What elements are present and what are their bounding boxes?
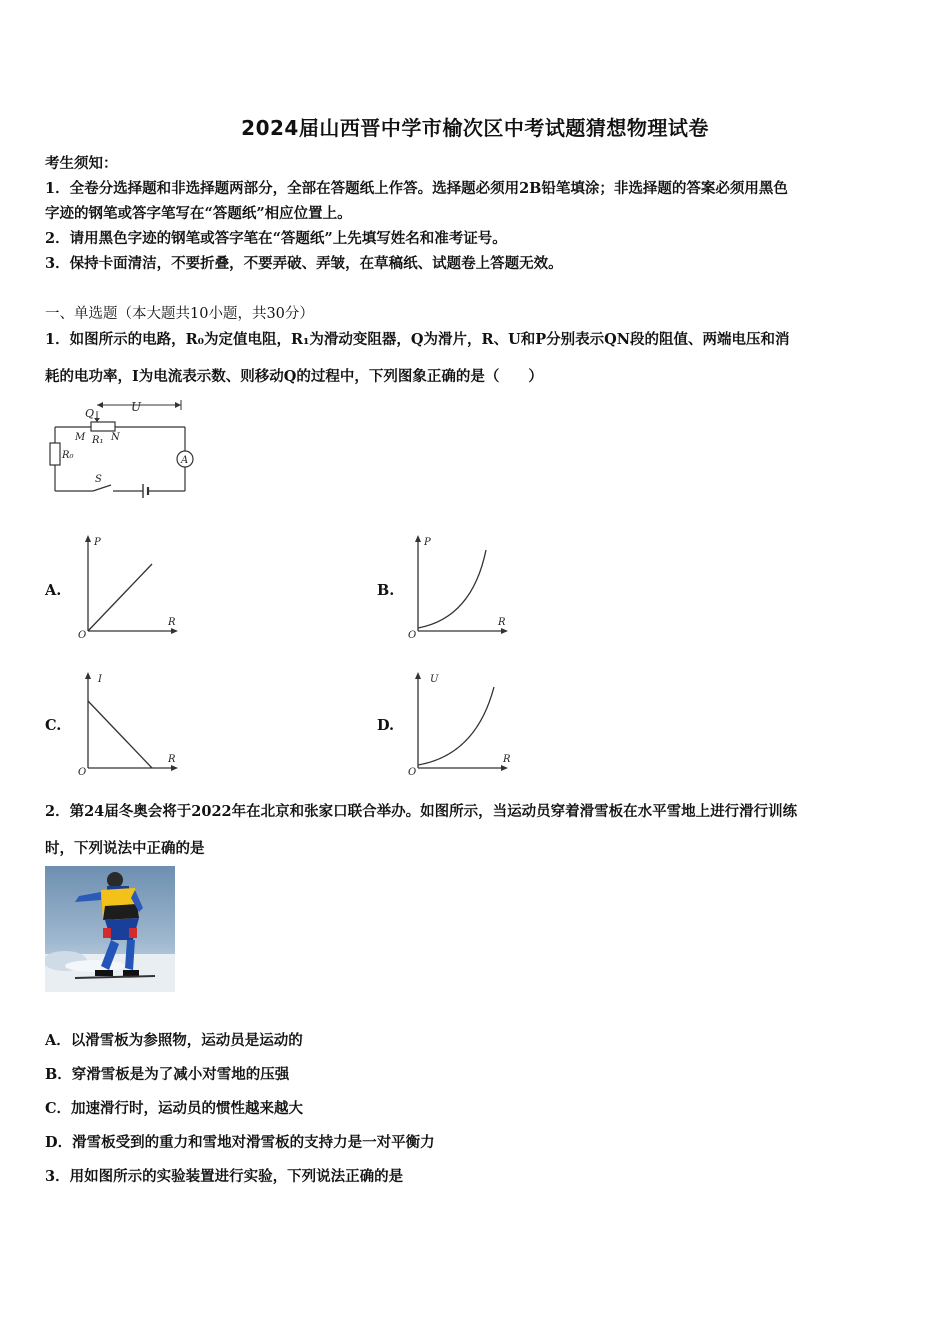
notice-item: 3．保持卡面清洁，不要折叠，不要弄破、弄皱，在草稿纸、试题卷上答题无效。 [45,255,563,272]
snowboarder-photo [45,866,175,992]
label-s: S [95,474,102,485]
origin-label: O [78,630,87,641]
question-2-text-cont: 时，下列说法中正确的是 [45,840,205,857]
graph-curve [88,701,152,768]
origin-label: O [408,630,417,641]
option-c-label: C. [45,717,62,734]
x-axis-label: R [168,617,176,628]
question-1-text-cont: 耗的电功率，I为电流表示数、则移动Q的过程中，下列图象正确的是（ ） [45,368,543,385]
option-d-label: D. [377,717,395,734]
resistor-r0 [50,443,60,465]
graph-option-a [70,528,185,643]
question-2-option-c: C．加速滑行时，运动员的惯性越来越大 [45,1100,304,1117]
section-heading: 一、单选题（本大题共10小题，共30分） [45,306,314,322]
label-m: M [75,432,86,443]
option-a-label: A. [45,582,62,599]
graph-curve [88,564,152,631]
graph-option-b [400,528,515,643]
y-axis-label: U [430,674,439,685]
notice-item: 字迹的钢笔或答字笔写在“答题纸”相应位置上。 [45,205,352,222]
question-2-option-b: B．穿滑雪板是为了减小对雪地的压强 [45,1066,290,1083]
graph-option-c [70,665,185,780]
y-axis-label: I [98,674,102,685]
rheostat-r1 [91,422,115,431]
y-axis-label: P [94,537,101,548]
y-axis-label: P [424,537,431,548]
label-n: N [111,432,120,443]
x-axis-label: R [168,754,176,765]
graph-option-d [400,665,515,780]
page-title: 2024届山西晋中学市榆次区中考试题猜想物理试卷 [241,116,709,140]
x-axis-label: R [503,754,511,765]
label-a: A [181,455,189,466]
label-r0: R₀ [62,450,74,461]
circuit-diagram [45,395,200,505]
question-1-text: 1．如图所示的电路，R₀为定值电阻，R₁为滑动变阻器，Q为滑片，R、U和P分别表示QN段的阻值、两端电压和消 [45,331,790,348]
question-2-text: 2．第24届冬奥会将于2022年在北京和张家口联合举办。如图所示，当运动员穿着滑雪板在水平雪地上进行滑行训练 [45,803,798,820]
label-u: U [131,400,142,414]
graph-curve [418,550,486,628]
notice-item: 2．请用黑色字迹的钢笔或答字笔在“答题纸”上先填写姓名和准考证号。 [45,230,507,247]
option-b-label: B. [377,582,395,599]
question-2-option-a: A．以滑雪板为参照物，运动员是运动的 [45,1032,303,1049]
origin-label: O [78,767,87,778]
origin-label: O [408,767,417,778]
question-3-text: 3．用如图所示的实验装置进行实验，下列说法正确的是 [45,1168,404,1185]
label-r1: R₁ [92,435,104,446]
label-q: Q [85,407,95,420]
notice-heading: 考生须知： [45,155,118,172]
graph-curve [418,687,494,765]
question-2-option-d: D．滑雪板受到的重力和雪地对滑雪板的支持力是一对平衡力 [45,1134,435,1151]
x-axis-label: R [498,617,506,628]
notice-item: 1．全卷分选择题和非选择题两部分，全部在答题纸上作答。选择题必须用2B铅笔填涂；非选择题的答案必须用黑色 [45,180,788,197]
